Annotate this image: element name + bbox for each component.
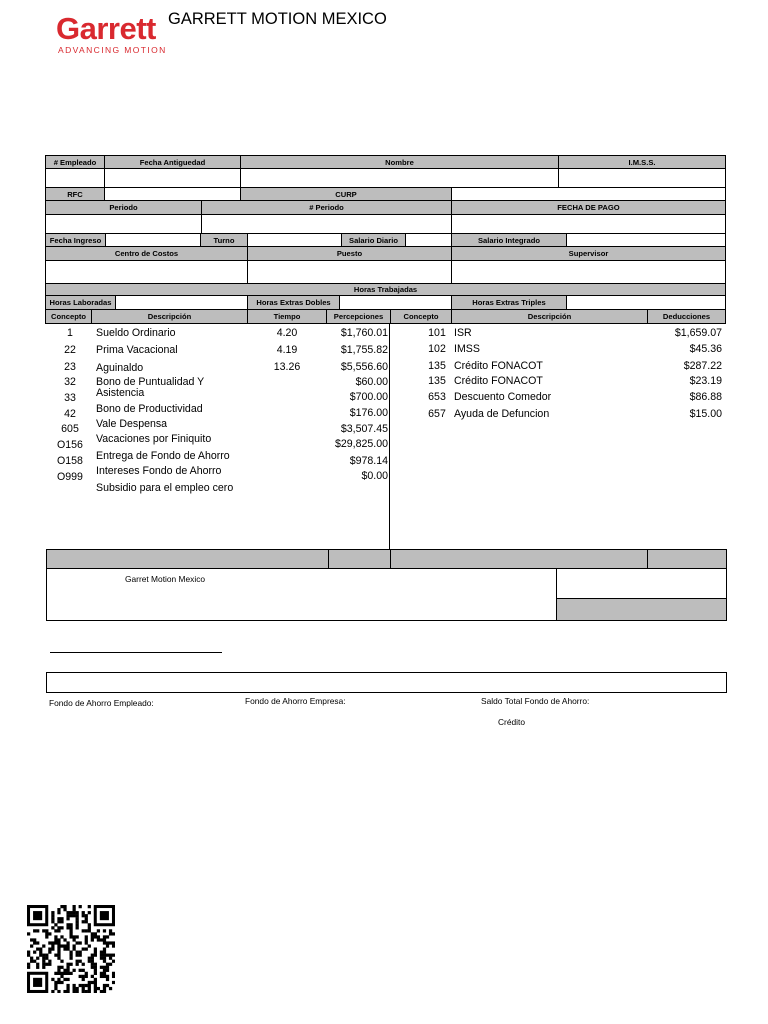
- ded-concepto: 653: [428, 391, 446, 403]
- label-fecha-antiguedad: Fecha Antiguedad: [104, 155, 241, 169]
- value-salario-diario: [405, 233, 452, 247]
- receipt-box: [46, 568, 557, 621]
- ded-importe: $86.88: [689, 391, 722, 403]
- perc-importe: $176.00: [349, 407, 388, 419]
- perc-importe: $978.14: [349, 455, 388, 467]
- saldo-total-label: Saldo Total Fondo de Ahorro:: [481, 696, 590, 706]
- value-empleado: [45, 168, 105, 188]
- fondo-empleado-label: Fondo de Ahorro Empleado:: [49, 698, 154, 708]
- perc-descripcion: Vacaciones por Finiquito: [96, 433, 212, 445]
- perc-importe: $3,507.45: [340, 423, 388, 435]
- ded-importe: $1,659.07: [674, 327, 722, 339]
- amount-words-box: [46, 672, 727, 693]
- perc-tiempo: 4.20: [276, 327, 298, 339]
- value-nombre: [240, 168, 559, 188]
- perc-importe: $29,825.00: [334, 438, 388, 450]
- fondo-empresa-label: Fondo de Ahorro Empresa:: [245, 696, 346, 706]
- label-empleado: # Empleado: [45, 155, 105, 169]
- header-percepciones: Percepciones: [326, 309, 391, 324]
- perc-descripcion: Vale Despensa: [96, 418, 168, 430]
- label-puesto: Puesto: [247, 246, 452, 261]
- company-small-label: Garret Motion Mexico: [125, 574, 206, 584]
- net-label-cell: [556, 568, 727, 599]
- value-horas-laboradas: [115, 295, 248, 310]
- net-amount-cell: [556, 598, 727, 621]
- perc-concepto: 22: [64, 344, 76, 356]
- label-supervisor: Supervisor: [451, 246, 726, 261]
- perc-concepto: 42: [64, 408, 76, 420]
- perc-descripcion: Aguinaldo: [96, 362, 144, 374]
- value-curp: [451, 187, 726, 201]
- signature-line: [50, 652, 222, 653]
- total-deducciones-cell: [647, 549, 727, 569]
- perc-descripcion: Entrega de Fondo de Ahorro: [96, 450, 230, 462]
- value-fecha-ingreso: [105, 233, 201, 247]
- perc-tiempo: 4.19: [276, 344, 298, 356]
- value-puesto: [247, 260, 452, 284]
- label-periodo: Periodo: [45, 200, 202, 215]
- ded-importe: $23.19: [689, 375, 722, 387]
- label-horas-laboradas: Horas Laboradas: [45, 295, 116, 310]
- perc-descripcion: Prima Vacacional: [96, 344, 178, 356]
- label-horas-extras-dobles: Horas Extras Dobles: [247, 295, 340, 310]
- garrett-logo: Garrett: [56, 11, 156, 46]
- total-percepciones-cell: [328, 549, 391, 569]
- ded-importe: $45.36: [689, 343, 722, 355]
- perc-concepto: 23: [64, 361, 76, 373]
- value-horas-extras-triples: [566, 295, 726, 310]
- perc-descripcion: Subsidio para el empleo cero: [96, 482, 234, 494]
- value-fecha-antiguedad: [104, 168, 241, 188]
- perc-importe: $0.00: [361, 470, 388, 482]
- totals-deduccion-label-cell: [390, 549, 648, 569]
- perc-descripcion: Bono de Productividad: [96, 403, 203, 415]
- column-divider: [389, 323, 390, 550]
- label-salario-integrado: Salario Integrado: [451, 233, 567, 247]
- label-fecha-ingreso: Fecha Ingreso: [45, 233, 106, 247]
- label-rfc: RFC: [45, 187, 105, 201]
- ded-concepto: 657: [428, 408, 446, 420]
- value-periodo: [45, 214, 202, 234]
- ded-concepto: 135: [428, 375, 446, 387]
- perc-concepto: 605: [61, 423, 79, 435]
- value-horas-extras-dobles: [339, 295, 452, 310]
- perc-concepto: O156: [57, 439, 83, 451]
- label-fecha-pago: FECHA DE PAGO: [451, 200, 726, 215]
- perc-importe: $700.00: [349, 391, 388, 403]
- perc-tiempo: 13.26: [273, 361, 301, 373]
- perc-importe: $1,755.82: [340, 344, 388, 356]
- perc-concepto: O999: [57, 471, 83, 483]
- header-descripcion-deduccion: Descripción: [451, 309, 648, 324]
- value-turno: [247, 233, 342, 247]
- perc-importe: $60.00: [355, 376, 388, 388]
- perc-concepto: 32: [64, 376, 76, 388]
- header-deducciones: Deducciones: [647, 309, 726, 324]
- label-horas-trabajadas: Horas Trabajadas: [45, 283, 726, 296]
- ded-descripcion: IMSS: [454, 343, 480, 355]
- label-turno: Turno: [200, 233, 248, 247]
- ded-descripcion: Crédito FONACOT: [454, 360, 543, 372]
- ded-importe: $15.00: [689, 408, 722, 420]
- logo-tagline: ADVANCING MOTION: [58, 45, 167, 55]
- ded-concepto: 102: [428, 343, 446, 355]
- label-salario-diario: Salario Diario: [341, 233, 406, 247]
- value-centro-costos: [45, 260, 248, 284]
- ded-importe: $287.22: [683, 360, 722, 372]
- label-centro-costos: Centro de Costos: [45, 246, 248, 261]
- value-fecha-pago: [451, 214, 726, 234]
- label-nombre: Nombre: [240, 155, 559, 169]
- perc-importe: $1,760.01: [340, 327, 388, 339]
- ded-concepto: 135: [428, 360, 446, 372]
- value-num-periodo: [201, 214, 452, 234]
- value-salario-integrado: [566, 233, 726, 247]
- ded-descripcion: ISR: [454, 327, 472, 339]
- perc-importe: $5,556.60: [340, 361, 388, 373]
- label-num-periodo: # Periodo: [201, 200, 452, 215]
- header-tiempo: Tiempo: [247, 309, 327, 324]
- perc-descripcion: Sueldo Ordinario: [96, 327, 176, 339]
- ded-descripcion: Ayuda de Defuncion: [454, 408, 550, 420]
- company-name: GARRETT MOTION MEXICO: [168, 10, 387, 28]
- header-concepto-deduccion: Concepto: [390, 309, 452, 324]
- label-curp: CURP: [240, 187, 452, 201]
- label-horas-extras-triples: Horas Extras Triples: [451, 295, 567, 310]
- totals-label-cell: [46, 549, 329, 569]
- ded-concepto: 101: [428, 327, 446, 339]
- perc-concepto: O158: [57, 455, 83, 467]
- perc-descripcion: Intereses Fondo de Ahorro: [96, 465, 222, 477]
- label-imss: I.M.S.S.: [558, 155, 726, 169]
- header-descripcion: Descripción: [91, 309, 248, 324]
- qr-code: [27, 905, 115, 993]
- value-rfc: [104, 187, 241, 201]
- ded-descripcion: Descuento Comedor: [454, 391, 552, 403]
- perc-descripcion: Bono de Puntualidad Y: [96, 376, 205, 388]
- credito-label: Crédito: [498, 717, 525, 727]
- perc-concepto: 33: [64, 392, 76, 404]
- value-imss: [558, 168, 726, 188]
- perc-descripcion-cont: Asistencia: [96, 387, 145, 399]
- perc-concepto: 1: [67, 327, 73, 339]
- header-concepto: Concepto: [45, 309, 92, 324]
- value-supervisor: [451, 260, 726, 284]
- ded-descripcion: Crédito FONACOT: [454, 375, 543, 387]
